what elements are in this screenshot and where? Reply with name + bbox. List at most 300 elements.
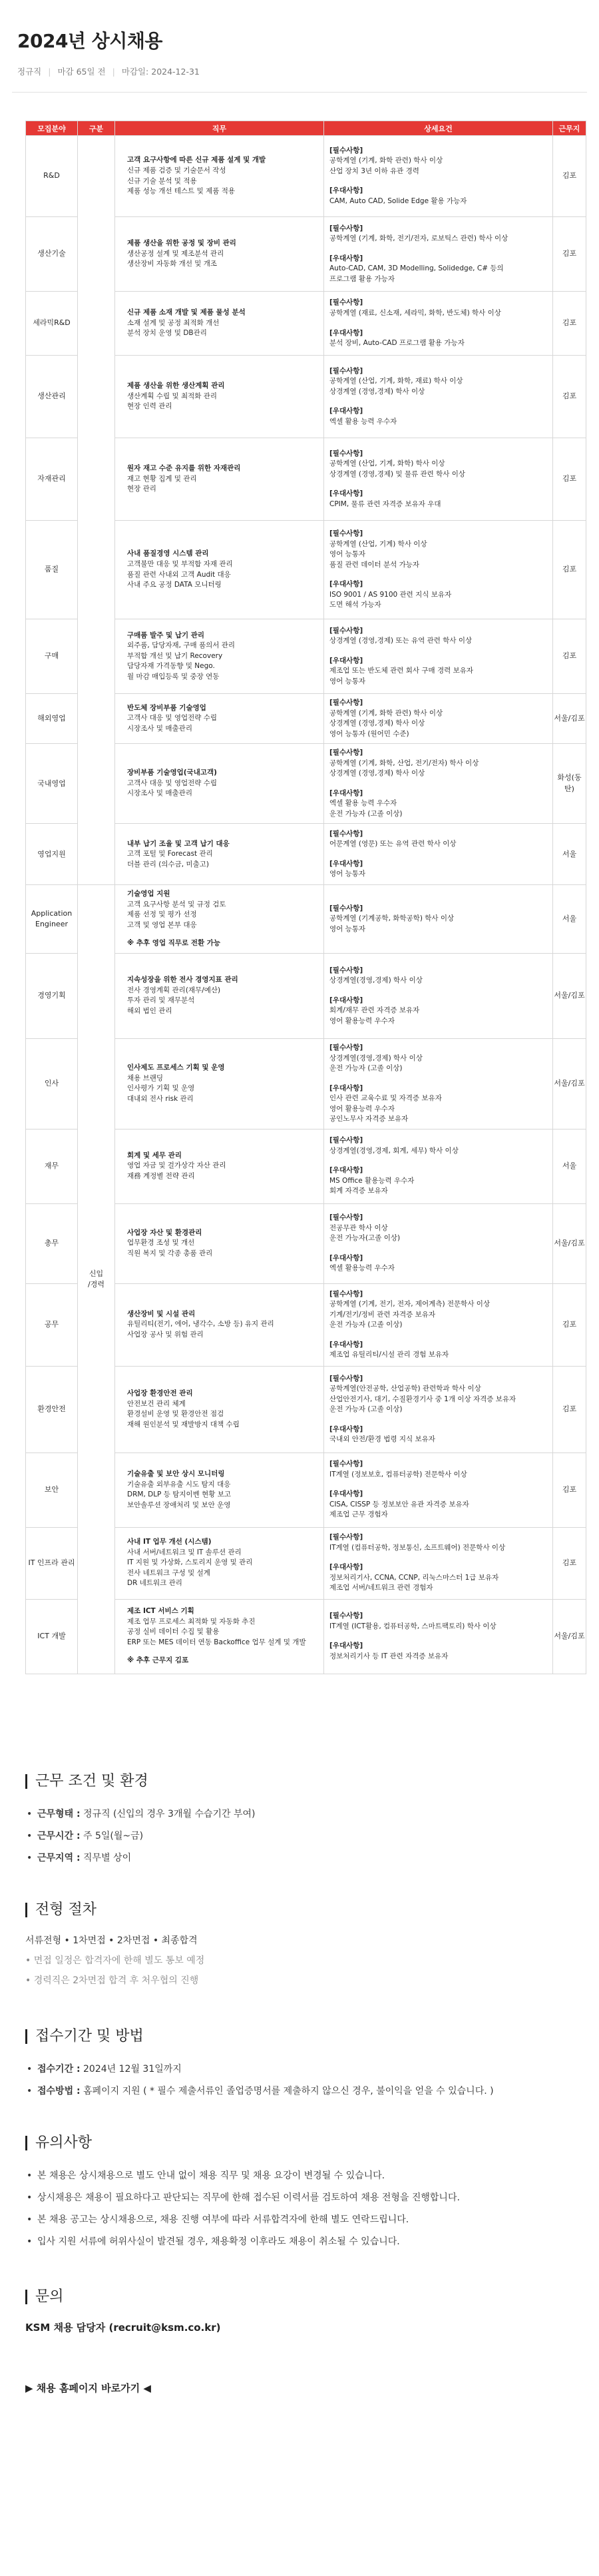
req-line: 공학계열 (기계, 전기, 전자, 제어계측) 전문학사 이상 [329,1300,491,1309]
req-line: 품질 관련 데이터 분석 가능자 [329,560,420,569]
req-line: 공학계열(안전공학, 산업공학) 관련학과 학사 이상 [329,1385,481,1393]
req-line: 운전 가능자 (고졸 이상) [329,1064,403,1073]
req-spacer [329,1632,547,1641]
req-heading: [필수사항] [329,966,363,974]
req-line: 엑셀 활용능력 우수자 [329,1264,395,1273]
req-line: 공학계열 (기계, 화학, 산업, 전기/전자) 학사 이상 [329,759,479,767]
req-line: IT계열 (ICT활용, 컴퓨터공학, 스마트팩토리) 학사 이상 [329,1622,497,1630]
req-line: 어문계열 (영문) 또는 유역 관련 학사 이상 [329,840,457,848]
dept-cell: 자재관리 [26,438,78,521]
location-cell: 김포 [553,356,586,438]
req-line: 영어 능통자 [329,550,366,559]
location-cell: 김포 [553,438,586,521]
req-heading: [우대사항] [329,1340,363,1349]
duty-line: 생산공정 설계 및 제조분석 관리 [127,249,224,258]
deadline-date: 마감일: 2024-12-31 [121,67,200,77]
meta-divider: | [112,66,115,77]
item-label: 근무시간 : [37,1830,81,1841]
requirements-cell [324,619,553,694]
req-line: 공인노무사 자격증 보유자 [329,1115,409,1124]
req-heading: [우대사항] [329,1425,363,1433]
duty-cell [115,694,324,744]
req-line: 제조업 근무 경험자 [329,1510,388,1519]
req-line: 제조업 서버/네트워크 관련 경험자 [329,1584,433,1592]
contact-email: KSM 채용 담당자 (recruit@ksm.co.kr) [25,2321,221,2334]
req-line: 공학계열 (기계공학, 화학공학) 학사 이상 [329,914,455,923]
column-header: 직무 [115,121,324,136]
duty-line: 재고 현황 집계 및 관리 [127,474,197,483]
duty-line: 시장조사 및 매출관리 [127,789,192,798]
duty-line: DRM, DLP 등 탐지이벤 현황 보고 [127,1490,232,1499]
column-header: 근무지 [553,121,586,136]
req-line: 영어 능통자 [329,924,366,933]
requirements-cell [324,824,553,885]
duty-line: IT 지원 및 가상화, 스토리지 운영 및 관리 [127,1558,253,1567]
duty-cell [115,1283,324,1366]
item-label: 접수방법 : [37,2085,81,2096]
req-heading: [필수사항] [329,829,363,838]
req-line: 상경계열 (경영,경제) 및 물류 관련 학사 이상 [329,470,465,478]
duty-line: 고객사 대응 및 영업전략 수립 [127,779,218,787]
column-header: 모집분야 [26,121,78,136]
notes-list [25,2165,574,2253]
duty-title: 신규 제품 소재 개발 및 제품 물성 분석 [127,308,246,317]
process-note: • 면접 일정은 합격자에 한해 별도 통보 예정 [25,1955,205,1966]
duty-title: 인사제도 프로세스 기획 및 운영 [127,1064,225,1072]
location-cell: 화성(동탄) [553,744,586,824]
dept-cell: R&D [26,136,78,217]
duty-cell [115,1129,324,1203]
req-line: 공학계열 (기계, 화학 관련) 학사 이상 [329,709,443,717]
table-row [26,136,586,217]
dept-cell: 경영기획 [26,953,78,1038]
duty-line: 환경설비 운영 및 환경안전 점검 [127,1410,224,1419]
req-line: 운전 가능자 (고졸 이상) [329,809,403,818]
column-header: 상세요건 [324,121,553,136]
req-heading: [필수사항] [329,366,363,375]
req-spacer [329,480,547,489]
item-label: 근무지역 : [37,1852,81,1863]
gubun-cell: 신입 /경력 [78,885,115,1674]
location-cell: 김포 [553,1452,586,1527]
req-heading: [우대사항] [329,254,363,262]
duty-cell [115,1452,324,1527]
req-spacer [329,176,547,186]
req-line: 제조업 유틸리티/시설 관리 경험 보유자 [329,1351,449,1359]
duty-title: 사내 IT 업무 개선 (시스템) [127,1538,212,1546]
req-line: 공학계열 (산업, 기계, 화학) 학사 이상 [329,460,445,468]
duty-line: 채용 브랜딩 [127,1074,164,1082]
section-title: 근무 조건 및 환경 [25,1774,574,1789]
req-line: 상경계열 (경영,경제) 또는 유역 관련 학사 이상 [329,637,473,645]
req-heading: [필수사항] [329,298,363,307]
jobs-table [25,121,586,1674]
section-title: 전형 절차 [25,1903,574,1917]
duty-line: 직원 복지 및 각종 총품 관리 [127,1249,213,1257]
process-note: • 경력직은 2차면접 합격 후 처우협의 진행 [25,1975,199,1986]
req-line: 공학계열 (기계, 화학 관련) 학사 이상 [329,157,443,165]
contact-section [25,2290,574,2395]
requirements-cell [324,1366,553,1452]
req-line: 기계/전기/정비 관련 자격증 보유자 [329,1310,436,1319]
req-line: 전공무관 학사 이상 [329,1223,388,1232]
dept-cell: 국내영업 [26,744,78,824]
duty-cell [115,438,324,521]
duty-cell [115,1203,324,1283]
req-line: 제조업 또는 반도체 관련 회사 구매 경력 보유자 [329,667,474,675]
location-cell: 김포 [553,1283,586,1366]
duty-title: 장비부품 기술영업(국내고객) [127,769,217,777]
req-line: 공학계열 (산업, 기계, 화학, 재료) 학사 이상 [329,377,463,386]
duty-line: 기술유출 외부유출 시도 탐지 대응 [127,1480,231,1488]
duty-line: 재務 계정별 전략 관리 [127,1171,195,1180]
dept-cell: 재무 [26,1129,78,1203]
requirements-cell [324,1203,553,1283]
notes-section [25,2136,574,2253]
requirements-cell [324,1452,553,1527]
duty-line: 투자 관리 및 재무분석 [127,996,195,1005]
req-heading: [우대사항] [329,1642,363,1650]
dept-cell: 해외영업 [26,694,78,744]
requirements-cell [324,438,553,521]
duty-line: 월 마감 매입등록 및 중장 연동 [127,672,220,681]
req-line: 회계 자격증 보유자 [329,1187,388,1195]
item-value: 2024년 12월 31일까지 [80,2063,182,2075]
header-divider [12,92,587,93]
req-heading: [필수사항] [329,1612,363,1620]
req-heading: [필수사항] [329,146,363,155]
dept-cell: Application Engineer [26,885,78,954]
req-spacer [329,647,547,656]
duty-title: 사내 품질경영 시스템 관리 [127,549,209,558]
section-title: 접수기간 및 방법 [25,2029,574,2044]
location-cell: 김포 [553,619,586,694]
req-spacer [329,244,547,254]
duty-title: 내부 납기 조율 및 고객 납기 대응 [127,839,230,848]
req-spacer [329,570,547,579]
req-line: 영어 활용능력 우수자 [329,1016,395,1025]
req-line: 상경계열(경영,경제) 학사 이상 [329,976,423,985]
dept-cell: 세라믹R&D [26,292,78,356]
req-line: 도면 해석 가능자 [329,601,381,609]
item-value: 주 5일(월~금) [80,1830,144,1841]
duty-line: 현장 인력 관리 [127,402,172,411]
gubun-cell [78,136,115,885]
req-spacer [329,319,547,328]
page-title: 2024년 상시채용 [17,30,162,52]
requirements-cell [324,1129,553,1203]
req-heading: [필수사항] [329,1460,363,1468]
req-spacer [329,1156,547,1165]
duty-cell [115,1527,324,1599]
req-spacer [329,1074,547,1084]
duty-line: 부적합 개선 및 납기 Recovery [127,651,223,660]
req-line: 산업안전기사, 대기, 수질환경기사 중 1개 이상 자격증 보유자 [329,1395,516,1403]
duty-line: 신규 기술 분석 및 적용 [127,176,197,185]
req-spacer [329,1415,547,1425]
req-line: 분석 장비, Auto-CAD 프로그램 활용 가능자 [329,339,465,348]
requirements-cell [324,1599,553,1674]
req-spacer [329,779,547,789]
duty-line: 분석 장치 운영 및 DB관리 [127,329,207,338]
req-heading: [우대사항] [329,407,363,416]
req-heading: [우대사항] [329,1490,363,1498]
requirements-cell [324,953,553,1038]
location-cell: 서울 [553,885,586,954]
req-heading: [우대사항] [329,328,363,337]
req-line: 영어 활용능력 우수자 [329,1104,395,1113]
duty-cell [115,885,324,954]
req-line: 상경계열(경영,경제) 학사 이상 [329,1054,423,1062]
duty-line: 고객 포털 및 Forecast 관리 [127,850,213,858]
list-item: • 상시채용은 채용이 필요하다고 판단되는 직무에 한해 접수된 이력서를 검토하여 채용 전형을 진행합니다. [25,2187,574,2209]
apply-list [25,2059,574,2102]
jobs-table-body [26,136,586,1674]
process-section [25,1903,574,1991]
req-line: 공학계열 (산업, 기계) 학사 이상 [329,539,427,548]
duty-cell [115,953,324,1038]
req-heading: [우대사항] [329,1563,363,1572]
dept-cell: 공무 [26,1283,78,1366]
item-value: 홈페이지 지원 ( * 필수 제출서류인 졸업증명서를 제출하지 않으신 경우, 불이익을 얻을 수 있습니다. ) [80,2085,494,2096]
dept-cell: IT 인프라 관리 [26,1527,78,1599]
duty-line: 사업장 공사 및 위험 관리 [127,1330,204,1339]
requirements-cell [324,1283,553,1366]
duty-cell [115,136,324,217]
meta-divider: | [48,66,51,77]
duty-line: 유틸리티(전기, 에어, 냉각수, 소방 등) 유지 관리 [127,1320,274,1329]
req-line: MS Office 활용능력 우수자 [329,1176,415,1185]
duty-cell [115,521,324,619]
req-line: CISA, CISSP 등 정보보안 유관 자격증 보유자 [329,1500,469,1508]
location-cell: 김포 [553,521,586,619]
location-cell: 서울/김포 [553,1203,586,1283]
req-heading: [우대사항] [329,656,363,665]
duty-line: 제조 업무 프로세스 최적화 및 자동화 추진 [127,1617,256,1626]
req-heading: [우대사항] [329,789,363,797]
req-line: ISO 9001 / AS 9100 관련 지식 보유자 [329,590,452,599]
location-cell: 김포 [553,217,586,292]
req-line: 정보처리기사, CCNA, CCNP, 리눅스마스터 1급 보유자 [329,1573,499,1582]
location-cell: 김포 [553,1366,586,1452]
duty-note: ※ 추후 영업 직무로 전환 가능 [127,939,221,948]
requirements-cell [324,1038,553,1129]
duty-cell [115,1366,324,1452]
duty-title: 제품 생산을 위한 공정 및 장비 관리 [127,239,236,248]
req-heading: [필수사항] [329,626,363,635]
dept-cell: ICT 개발 [26,1599,78,1674]
req-line: CAM, Auto CAD, Solide Edge 활용 가능자 [329,196,467,205]
req-line: 공학계열 (기계, 화학, 전기/전자, 로보틱스 관련) 학사 이상 [329,234,508,243]
requirements-cell [324,1527,553,1599]
duty-line: 대내외 전사 risk 관리 [127,1094,194,1103]
req-line: 영어 능통자 [329,677,366,685]
req-spacer [329,850,547,859]
list-item [25,2059,574,2081]
process-steps: 서류전형 • 1차면접 • 2차면접 • 최종합격 [25,1935,198,1946]
req-line: 운전 가능자 (고졸 이상) [329,1321,403,1329]
duty-line: 영업 자금 및 걸가상각 자산 관리 [127,1161,226,1170]
dept-cell: 영업지원 [26,824,78,885]
duty-line: 고객사 대응 및 영업전략 수립 [127,714,218,723]
req-heading: [필수사항] [329,449,363,458]
req-heading: [필수사항] [329,699,363,707]
dept-cell: 인사 [26,1038,78,1129]
work-conditions-section [25,1774,574,1869]
duty-title: 지속성장을 위한 전사 경영지표 관리 [127,976,238,984]
duty-title: 생산장비 및 시설 관리 [127,1309,196,1318]
table-header-row [26,121,586,136]
location-cell: 서울/김포 [553,1599,586,1674]
duty-line: 제품 선정 및 평가 선정 [127,910,197,919]
list-item [25,2081,574,2102]
req-heading: [필수사항] [329,904,363,912]
apply-section [25,2029,574,2102]
deadline-countdown: 마감 65일 전 [57,67,106,77]
duty-title: 원자 재고 수준 유지를 위한 자재관리 [127,464,241,473]
requirements-cell [324,744,553,824]
duty-title: 사업장 자산 및 환경관리 [127,1228,202,1237]
job-meta [17,65,582,77]
req-line: 상경계열 (경영,경제) 학사 이상 [329,769,425,778]
req-line: 산업 장치 3년 이하 유관 경력 [329,166,419,175]
location-cell: 김포 [553,292,586,356]
duty-cell [115,619,324,694]
req-spacer [329,1331,547,1340]
req-heading: [우대사항] [329,1084,363,1092]
duty-line: 전사 네트워크 구성 및 설계 [127,1568,210,1577]
duty-line: ERP 또는 MES 데이터 연동 Backoffice 업무 설계 및 개발 [127,1638,306,1646]
item-label: 접수기간 : [37,2063,81,2075]
req-spacer [329,1553,547,1562]
requirements-cell [324,217,553,292]
work-conditions-list [25,1803,574,1869]
duty-line: 보안솔루션 장애처리 및 보안 운영 [127,1500,231,1509]
item-value: 직무별 상이 [80,1852,132,1863]
req-heading: [우대사항] [329,489,363,498]
dept-cell: 총무 [26,1203,78,1283]
duty-line: 시장조사 및 매출관리 [127,724,192,733]
req-line: 상경계열 (경영,경제) 학사 이상 [329,719,425,728]
jobs-table-wrapper [25,121,585,1674]
duty-line: 더블 관리 (의수금, 미출고) [127,860,209,868]
requirements-cell [324,356,553,438]
req-heading: [필수사항] [329,1374,363,1383]
list-item [25,1825,574,1847]
dept-cell: 생산관리 [26,356,78,438]
duty-title: 제조 ICT 서비스 기획 [127,1607,194,1616]
location-cell: 김포 [553,136,586,217]
req-spacer [329,1244,547,1253]
req-line: 영어 능통자 [329,870,366,878]
duty-title: 사업장 환경안전 관리 [127,1389,193,1398]
req-heading: [필수사항] [329,1533,363,1542]
recruit-homepage-link[interactable]: ▶ 채용 홈페이지 바로가기 ◀ [25,2382,151,2394]
req-heading: [필수사항] [329,1289,363,1298]
req-heading: [우대사항] [329,1166,363,1175]
employment-type: 정규직 [17,67,42,77]
req-line: Auto-CAD, CAM, 3D Modelling, Solidedge, C# 등의 [329,264,504,273]
req-spacer [329,1480,547,1489]
req-line: 공학계열 (재료, 신소재, 세라믹, 화학, 반도체) 학사 이상 [329,308,501,317]
requirements-cell [324,694,553,744]
req-line: 영어 능통자 (원어민 수준) [329,729,409,738]
duty-title: 반도체 장비부품 기술영업 [127,703,206,712]
duty-cell [115,824,324,885]
dept-cell: 보안 [26,1452,78,1527]
req-line: 엑셀 활용 능력 우수자 [329,417,397,426]
duty-line: 업무환경 조성 및 개선 [127,1239,195,1247]
req-line: 인사 관련 교육수료 및 자격증 보유자 [329,1094,442,1103]
req-line: 운전 가능자(고졸 이상) [329,1234,401,1243]
item-label: 근무형태 : [37,1808,81,1819]
requirements-cell [324,292,553,356]
item-value: 정규직 (신입의 경우 3개월 수습기간 부여) [80,1808,256,1819]
duty-line: 공정 실비 데이터 수집 및 활용 [127,1628,220,1636]
duty-line: 생산장비 자동화 개선 및 개조 [127,260,218,268]
req-heading: [필수사항] [329,1043,363,1052]
requirements-cell [324,885,553,954]
duty-line: 인사평가 기획 및 운영 [127,1084,195,1093]
duty-line: 전사 경영계획 관리(재무/예산) [127,986,221,994]
dept-cell: 환경안전 [26,1366,78,1452]
location-cell: 서울/김포 [553,694,586,744]
list-item: • 본 채용 공고는 상시채용으로, 채용 진행 여부에 따라 서류합격자에 한해 별도 연락드립니다. [25,2209,574,2231]
req-line: 상경계열(경영,경제, 회계, 세무) 학사 이상 [329,1146,459,1155]
duty-line: 재해 원인분석 및 재발방지 대책 수립 [127,1420,240,1429]
req-heading: [필수사항] [329,1136,363,1145]
duty-cell [115,744,324,824]
list-item [25,1847,574,1869]
duty-title: 회계 및 세무 관리 [127,1151,182,1159]
duty-line: 현장 관리 [127,485,156,493]
duty-line: 고객 요구사항 분석 및 규정 검토 [127,900,226,908]
req-heading: [우대사항] [329,996,363,1004]
req-heading: [우대사항] [329,859,363,868]
req-heading: [우대사항] [329,580,363,589]
duty-line: 고객불만 대응 및 부적합 자재 관리 [127,559,233,568]
duty-line: 해외 법인 관리 [127,1007,172,1015]
dept-cell: 품질 [26,521,78,619]
req-line: IT계열 (컴퓨터공학, 정보통신, 소프트웨어) 전문학사 이상 [329,1543,506,1552]
location-cell: 서울 [553,1129,586,1203]
duty-line: 소재 설계 및 공정 최적화 개선 [127,318,220,327]
duty-line: DR 네트워크 관리 [127,1579,182,1588]
duty-line: 품질 관련 사내외 고객 Audit 대응 [127,570,231,579]
duty-title: 기술유출 및 보안 상시 모니터링 [127,1470,225,1478]
requirements-cell [324,521,553,619]
req-heading: [필수사항] [329,749,363,757]
req-line: 정보처리기사 등 IT 관련 자격증 보유자 [329,1652,449,1660]
req-line: 프로그램 활용 가능자 [329,274,395,283]
duty-line: 사내 서버/네트워크 및 IT 솔루션 관리 [127,1548,242,1556]
duty-cell [115,356,324,438]
duty-line: 고객 및 영업 본부 대응 [127,920,197,929]
duty-line: 사내 주요 공정 DATA 모니터링 [127,581,222,589]
req-line: 운전 가능자 (고졸 이상) [329,1405,403,1414]
req-heading: [우대사항] [329,186,363,195]
duty-note: ※ 추후 근무지 김포 [127,1656,189,1665]
duty-line: 안전보건 관리 체계 [127,1399,186,1408]
req-spacer [329,986,547,996]
duty-title: 기술영업 지원 [127,890,170,898]
duty-line: 외주품, 담당자재, 구매 품의서 관리 [127,641,236,650]
req-line: 상경계열 (경영,경제) 학사 이상 [329,387,425,396]
req-heading: [필수사항] [329,1213,363,1222]
duty-cell [115,292,324,356]
section-title: 문의 [25,2290,574,2304]
list-item: • 본 채용은 상시채용으로 별도 안내 없이 채용 직무 및 채용 요강이 변경될 수 있습니다. [25,2165,574,2187]
